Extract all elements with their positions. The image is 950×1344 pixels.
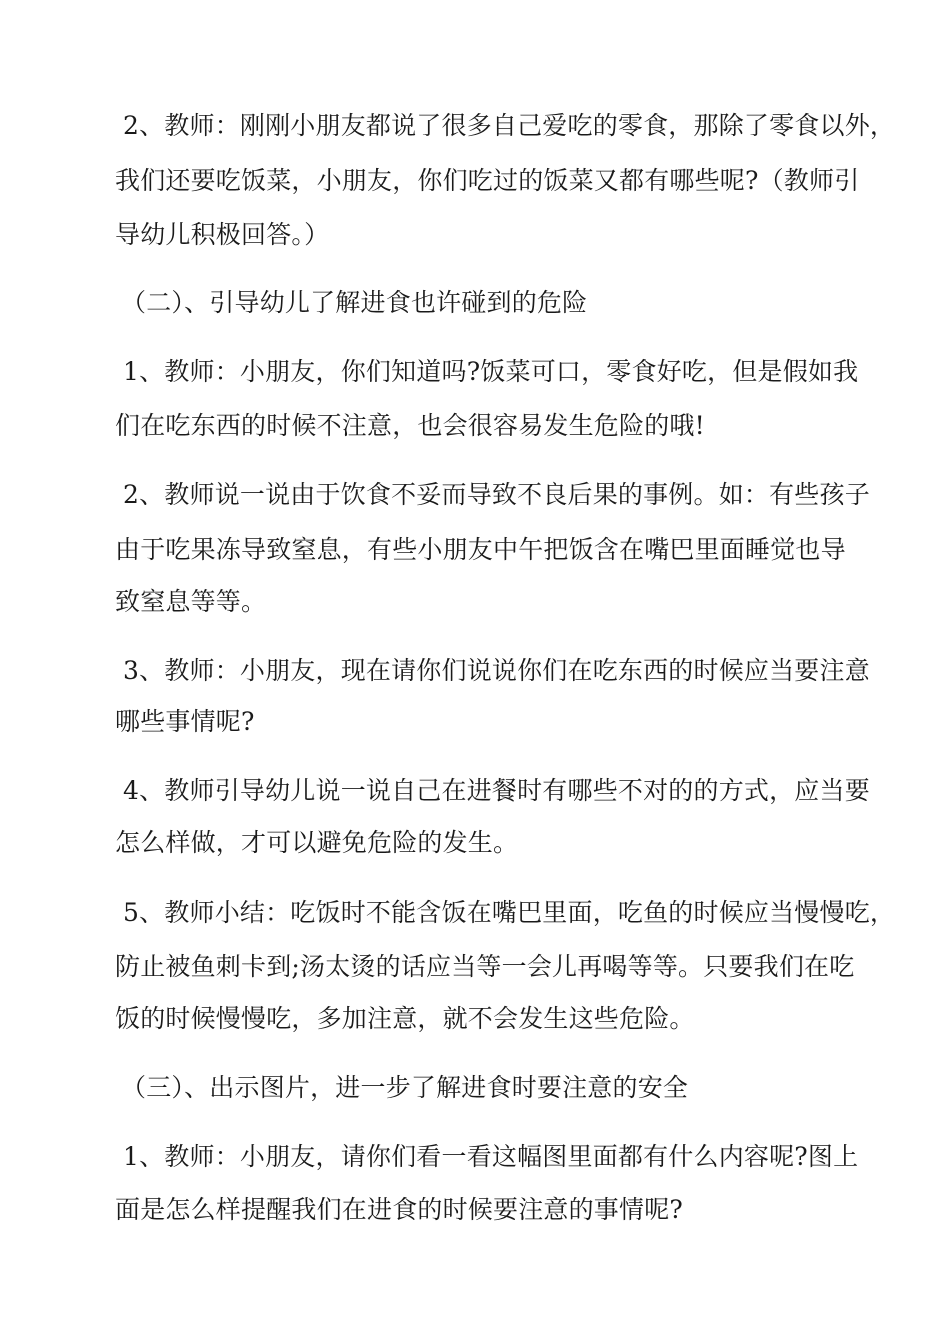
paragraph-2-line-1: 2、教师：刚刚小朋友都说了很多自己爱吃的零食，那除了零食以外， [123,111,896,140]
section-2-item-2-line-1: 2、教师说一说由于饮食不妥而导致不良后果的事例。如：有些孩子 [123,480,870,509]
section-2-item-4-line-1: 4、教师引导幼儿说一说自己在进餐时有哪些不对的的方式，应当要 [123,776,870,805]
section-heading-2: （二）、引导幼儿了解进食也许碰到的危险 [121,288,588,317]
section-3-item-1-line-2: 面是怎么样提醒我们在进食的时候要注意的事情呢? [115,1195,684,1224]
paragraph-2-line-2: 我们还要吃饭菜，小朋友，你们吃过的饭菜又都有哪些呢?（教师引 [115,166,860,195]
section-2-item-3-line-1: 3、教师：小朋友，现在请你们说说你们在吃东西的时候应当要注意 [123,656,870,685]
section-2-item-5-line-3: 饭的时候慢慢吃，多加注意，就不会发生这些危险。 [115,1004,695,1033]
section-2-item-1-line-2: 们在吃东西的时候不注意，也会很容易发生危险的哦! [115,411,705,440]
section-2-item-4-line-2: 怎么样做，才可以避免危险的发生。 [115,828,519,857]
section-2-item-2-line-3: 致窒息等等。 [115,587,267,616]
section-2-item-5-line-2: 防止被鱼刺卡到;汤太烫的话应当等一会儿再喝等等。只要我们在吃 [115,952,855,981]
section-2-item-3-line-2: 哪些事情呢? [115,707,255,736]
section-3-item-1-line-1: 1、教师：小朋友，请你们看一看这幅图里面都有什么内容呢?图上 [123,1142,859,1171]
section-2-item-2-line-2: 由于吃果冻导致窒息，有些小朋友中午把饭含在嘴巴里面睡觉也导 [115,535,846,564]
section-2-item-1-line-1: 1、教师：小朋友，你们知道吗?饭菜可口，零食好吃，但是假如我 [123,357,859,386]
paragraph-2-line-3: 导幼儿积极回答。） [115,220,330,249]
section-heading-3: （三）、出示图片，进一步了解进食时要注意的安全 [121,1073,689,1102]
section-2-item-5-line-1: 5、教师小结：吃饭时不能含饭在嘴巴里面，吃鱼的时候应当慢慢吃， [123,898,896,927]
